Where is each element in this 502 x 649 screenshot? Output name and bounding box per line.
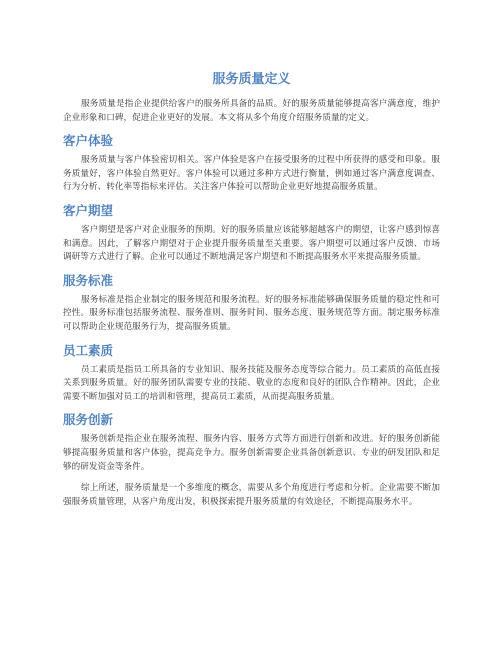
document-content [63,72,440,509]
document-title: 服务质量定义 [212,72,291,87]
intro-paragraph: 服务质量是指企业提供给客户的服务所具备的品质。好的服务质量能够提高客户满意度，维护企业形象和口碑，促进企业更好的发展。本文将从多个角度介绍服务质量的定义。 [63,99,440,123]
section-heading-customer-experience: 客户体验 [63,133,114,149]
section-heading-customer-expectation: 客户期望 [63,202,114,218]
section-body-service-standard: 服务标准是指企业制定的服务规范和服务流程。好的服务标准能够确保服务质量的稳定性和可控性。服务标准包括服务流程、服务准则、服务时间、服务态度、服务规范等方面。制定服务标准可以帮助企业规范服务行为，提高服务质量。 [63,294,440,332]
section-heading-service-innovation: 服务创新 [63,412,114,428]
section-body-customer-experience: 服务质量与客户体验密切相关。客户体验是客户在接受服务的过程中所获得的感受和印象。服务质量好，客户体验自然更好。客户体验可以通过多种方式进行衡量，例如通过客户满意度调查、行为分析、转化率等指标来评估。关注客户体验可以帮助企业更好地提高服务质量。 [63,155,440,193]
conclusion-paragraph: 综上所述，服务质量是一个多维度的概念，需要从多个角度进行考虑和分析。企业需要不断加强服务质量管理，从客户角度出发，积极探索提升服务质量的有效途径，不断提高服务水平。 [63,483,440,507]
section-heading-service-standard: 服务标准 [63,272,114,288]
section-body-service-innovation: 服务创新是指企业在服务流程、服务内容、服务方式等方面进行创新和改进。好的服务创新能够提高服务质量和客户体验，提高竞争力。服务创新需要企业具备创新意识、专业的研发团队和足够的研发资金等条件。 [63,434,440,472]
section-body-customer-expectation: 客户期望是客户对企业服务的预期。好的服务质量应该能够超越客户的期望，让客户感到惊喜和满意。因此，了解客户期望对于企业提升服务质量至关重要。客户期望可以通过客户反馈、市场调研等方式进行了解。企业可以通过不断地满足客户期望和不断提高服务水平来提高服务质量。 [63,224,440,263]
section-body-staff-quality: 员工素质是指员工所具备的专业知识、服务技能及服务态度等综合能力。员工素质的高低直接关系到服务质量。好的服务团队需要专业的技能、敬业的态度和良好的团队合作精神。因此，企业需要不断加强对员工的培训和管理，提高员工素质，从而提高服务质量。 [63,364,440,402]
section-heading-staff-quality: 员工素质 [63,342,114,358]
